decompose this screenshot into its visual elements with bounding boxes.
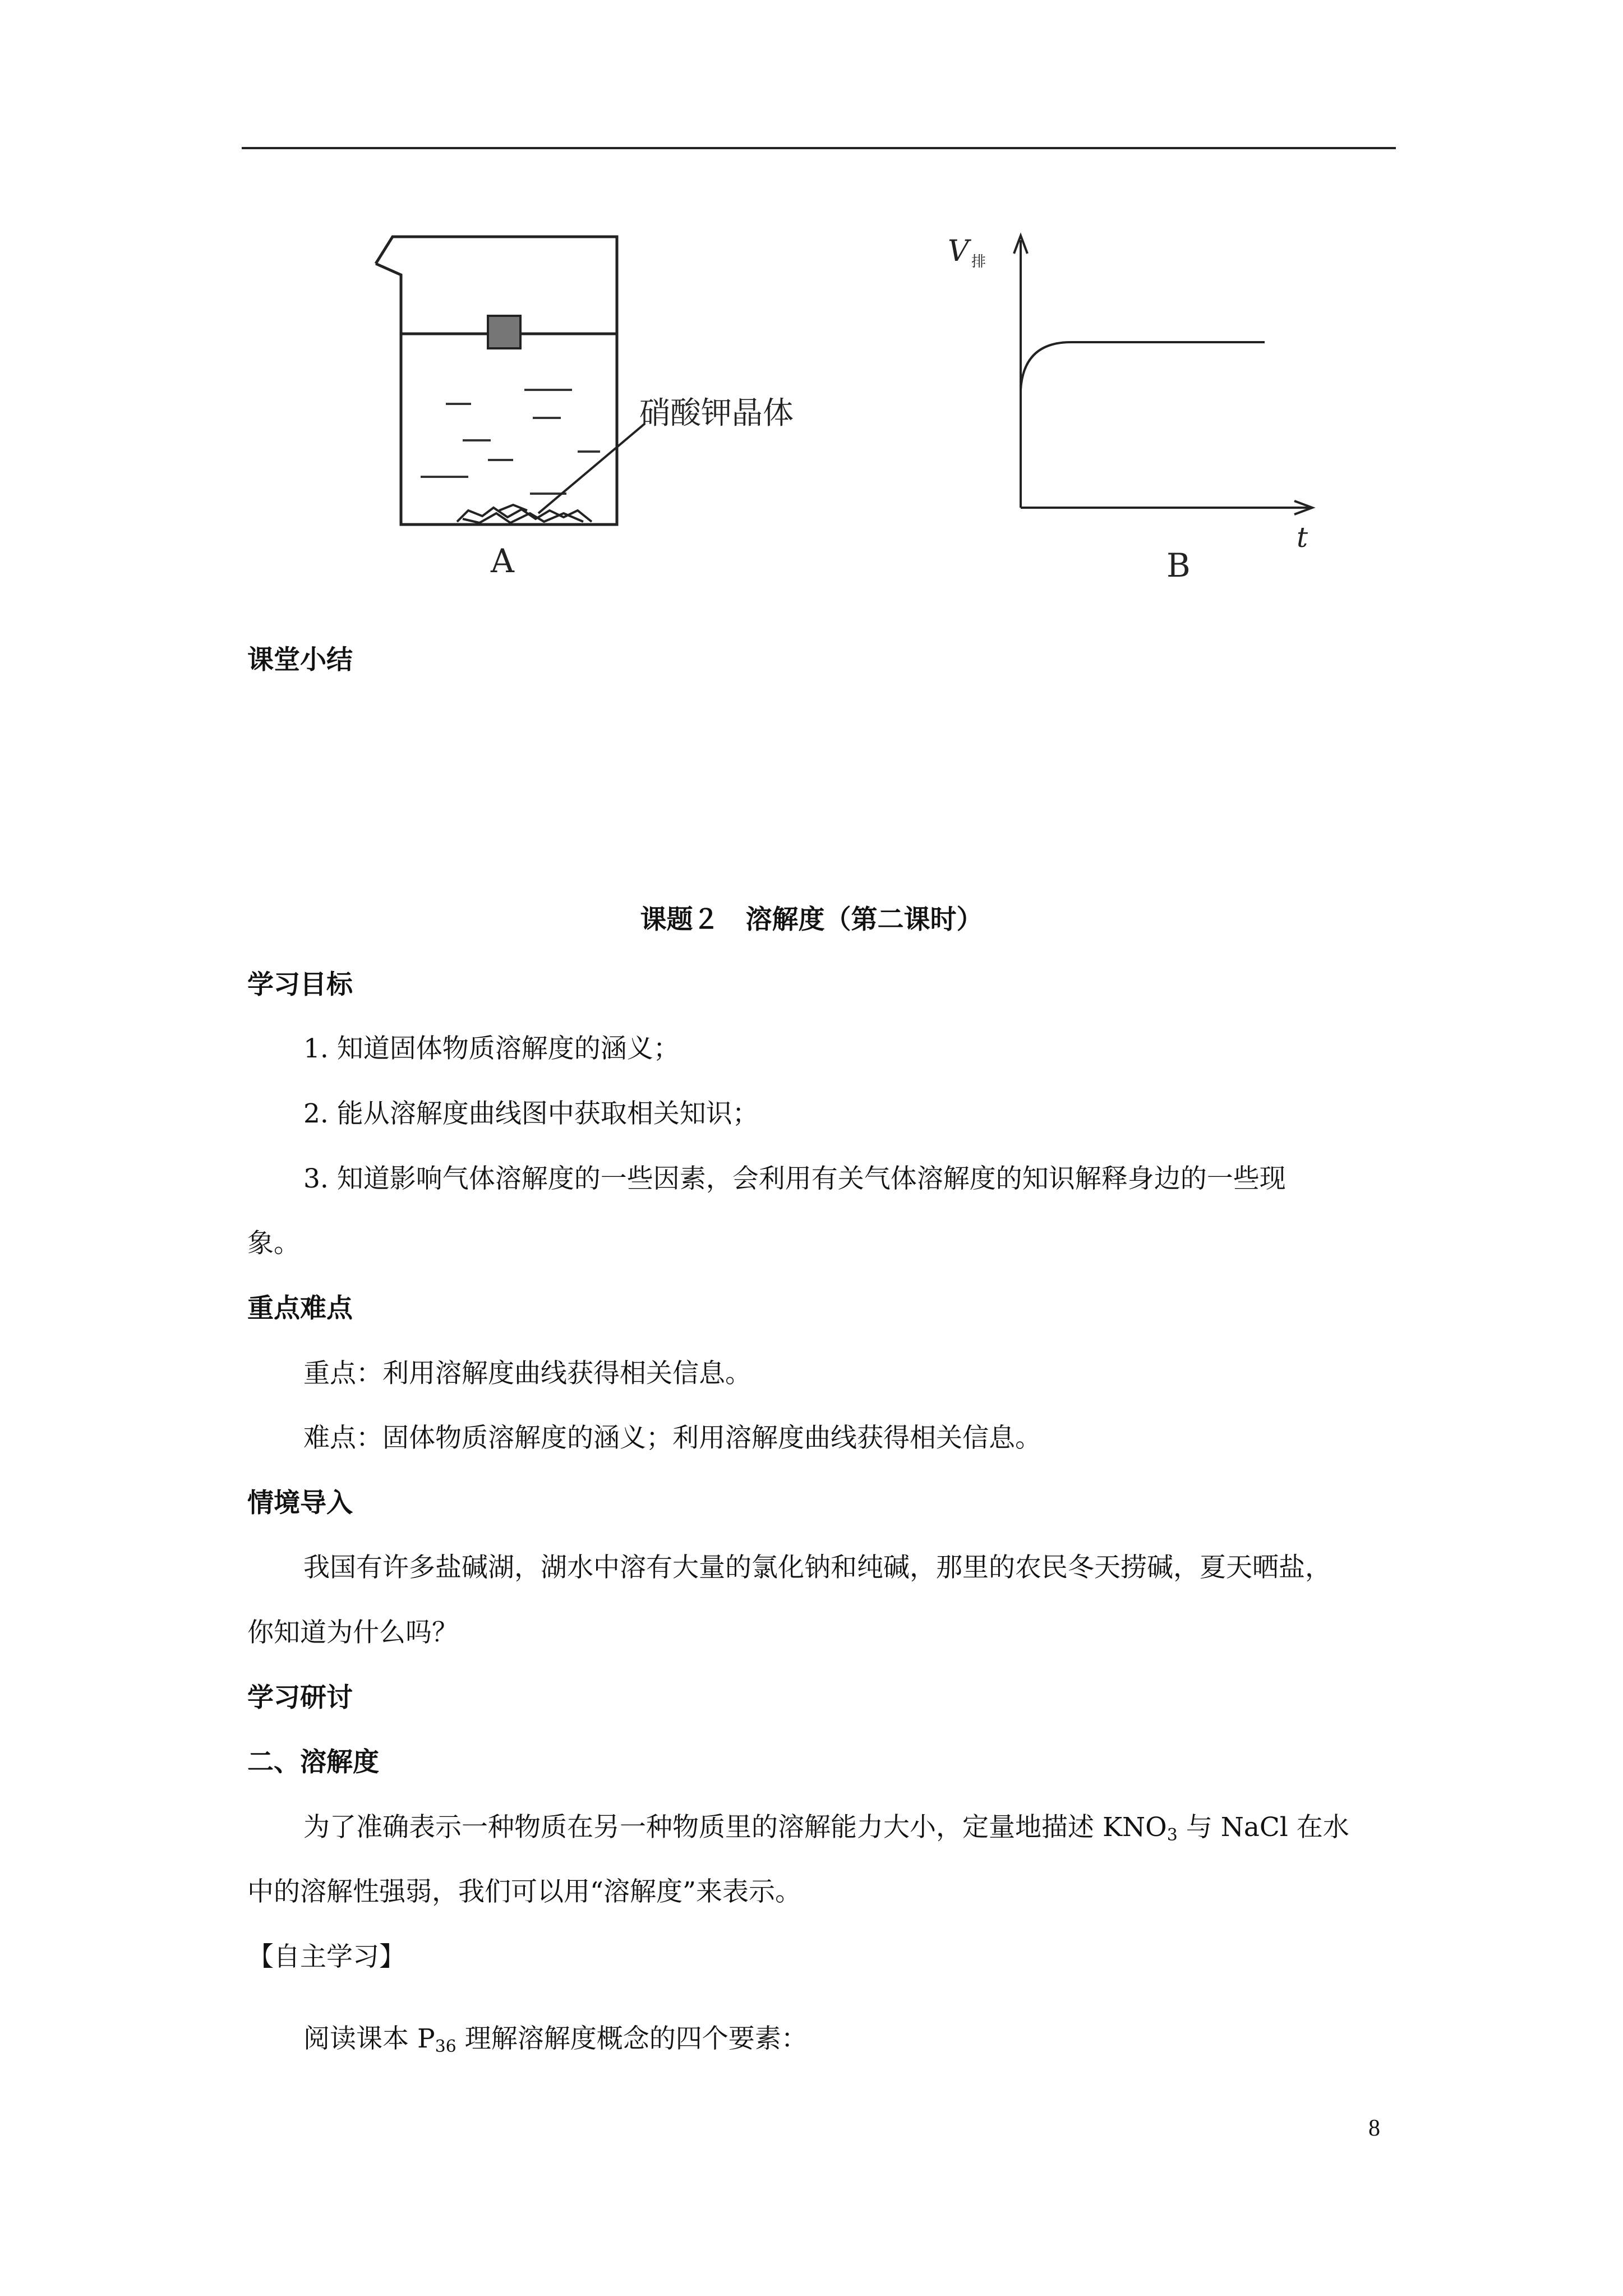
figure-b-label: B: [1166, 546, 1191, 585]
floating-block: [488, 316, 520, 348]
key-heading: 重点难点: [247, 1293, 353, 1324]
goal-3-line-2: 象。: [247, 1228, 300, 1259]
difficult-point: 难点：固体物质溶解度的涵义；利用溶解度曲线获得相关信息。: [303, 1423, 1041, 1453]
goals-heading: 学习目标: [247, 969, 353, 1000]
summary-heading: 课堂小结: [247, 645, 353, 675]
goal-1: 1. 知道固体物质溶解度的涵义；: [303, 1033, 680, 1064]
goal-3-line-1: 3. 知道影响气体溶解度的一些因素，会利用有关气体溶解度的知识解释身边的一些现: [303, 1163, 1286, 1194]
intro-line-1: 我国有许多盐碱湖，湖水中溶有大量的氯化钠和纯碱，那里的农民冬天捞碱，夏天晒盐，: [303, 1552, 1331, 1583]
curve: [1021, 342, 1265, 390]
water-dashes: [421, 390, 600, 494]
part2-line-1: 为了准确表示一种物质在另一种物质里的溶解能力大小，定量地描述 $KNO_3$ 与 NaCl 在水: [303, 1812, 1349, 1845]
intro-heading: 情境导入: [247, 1488, 353, 1519]
y-axis-sub-label: 排: [971, 254, 986, 270]
pointer-line: [538, 424, 645, 513]
beaker-outline: [376, 237, 617, 524]
x-axis-label: t: [1297, 521, 1308, 554]
part2-line-2: 中的溶解性强弱，我们可以用“溶解度”来表示。: [247, 1876, 802, 1907]
page-number: 8: [1368, 2115, 1380, 2141]
intro-line-2: 你知道为什么吗？: [247, 1617, 458, 1648]
beaker-figure: [370, 230, 886, 617]
figure-a-label: A: [491, 542, 514, 580]
self-study-label: 【自主学习】: [247, 1941, 405, 1972]
volume-time-graph: [920, 224, 1335, 611]
lesson-title: 课题２ 溶解度（第二课时）: [640, 904, 983, 935]
crystal-label: 硝酸钾晶体: [639, 395, 794, 431]
crystals: [457, 505, 592, 523]
y-axis-label: V: [948, 234, 969, 268]
study-heading: 学习研讨: [247, 1682, 353, 1713]
goal-2: 2. 能从溶解度曲线图中获取相关知识；: [303, 1098, 759, 1129]
part2-heading: 二、溶解度: [247, 1747, 379, 1778]
reading-instruction: 阅读课本 $P_{36}$ 理解溶解度概念的四个要素：: [303, 2023, 808, 2056]
key-point: 重点：利用溶解度曲线获得相关信息。: [303, 1358, 751, 1389]
header-rule: [242, 147, 1396, 149]
